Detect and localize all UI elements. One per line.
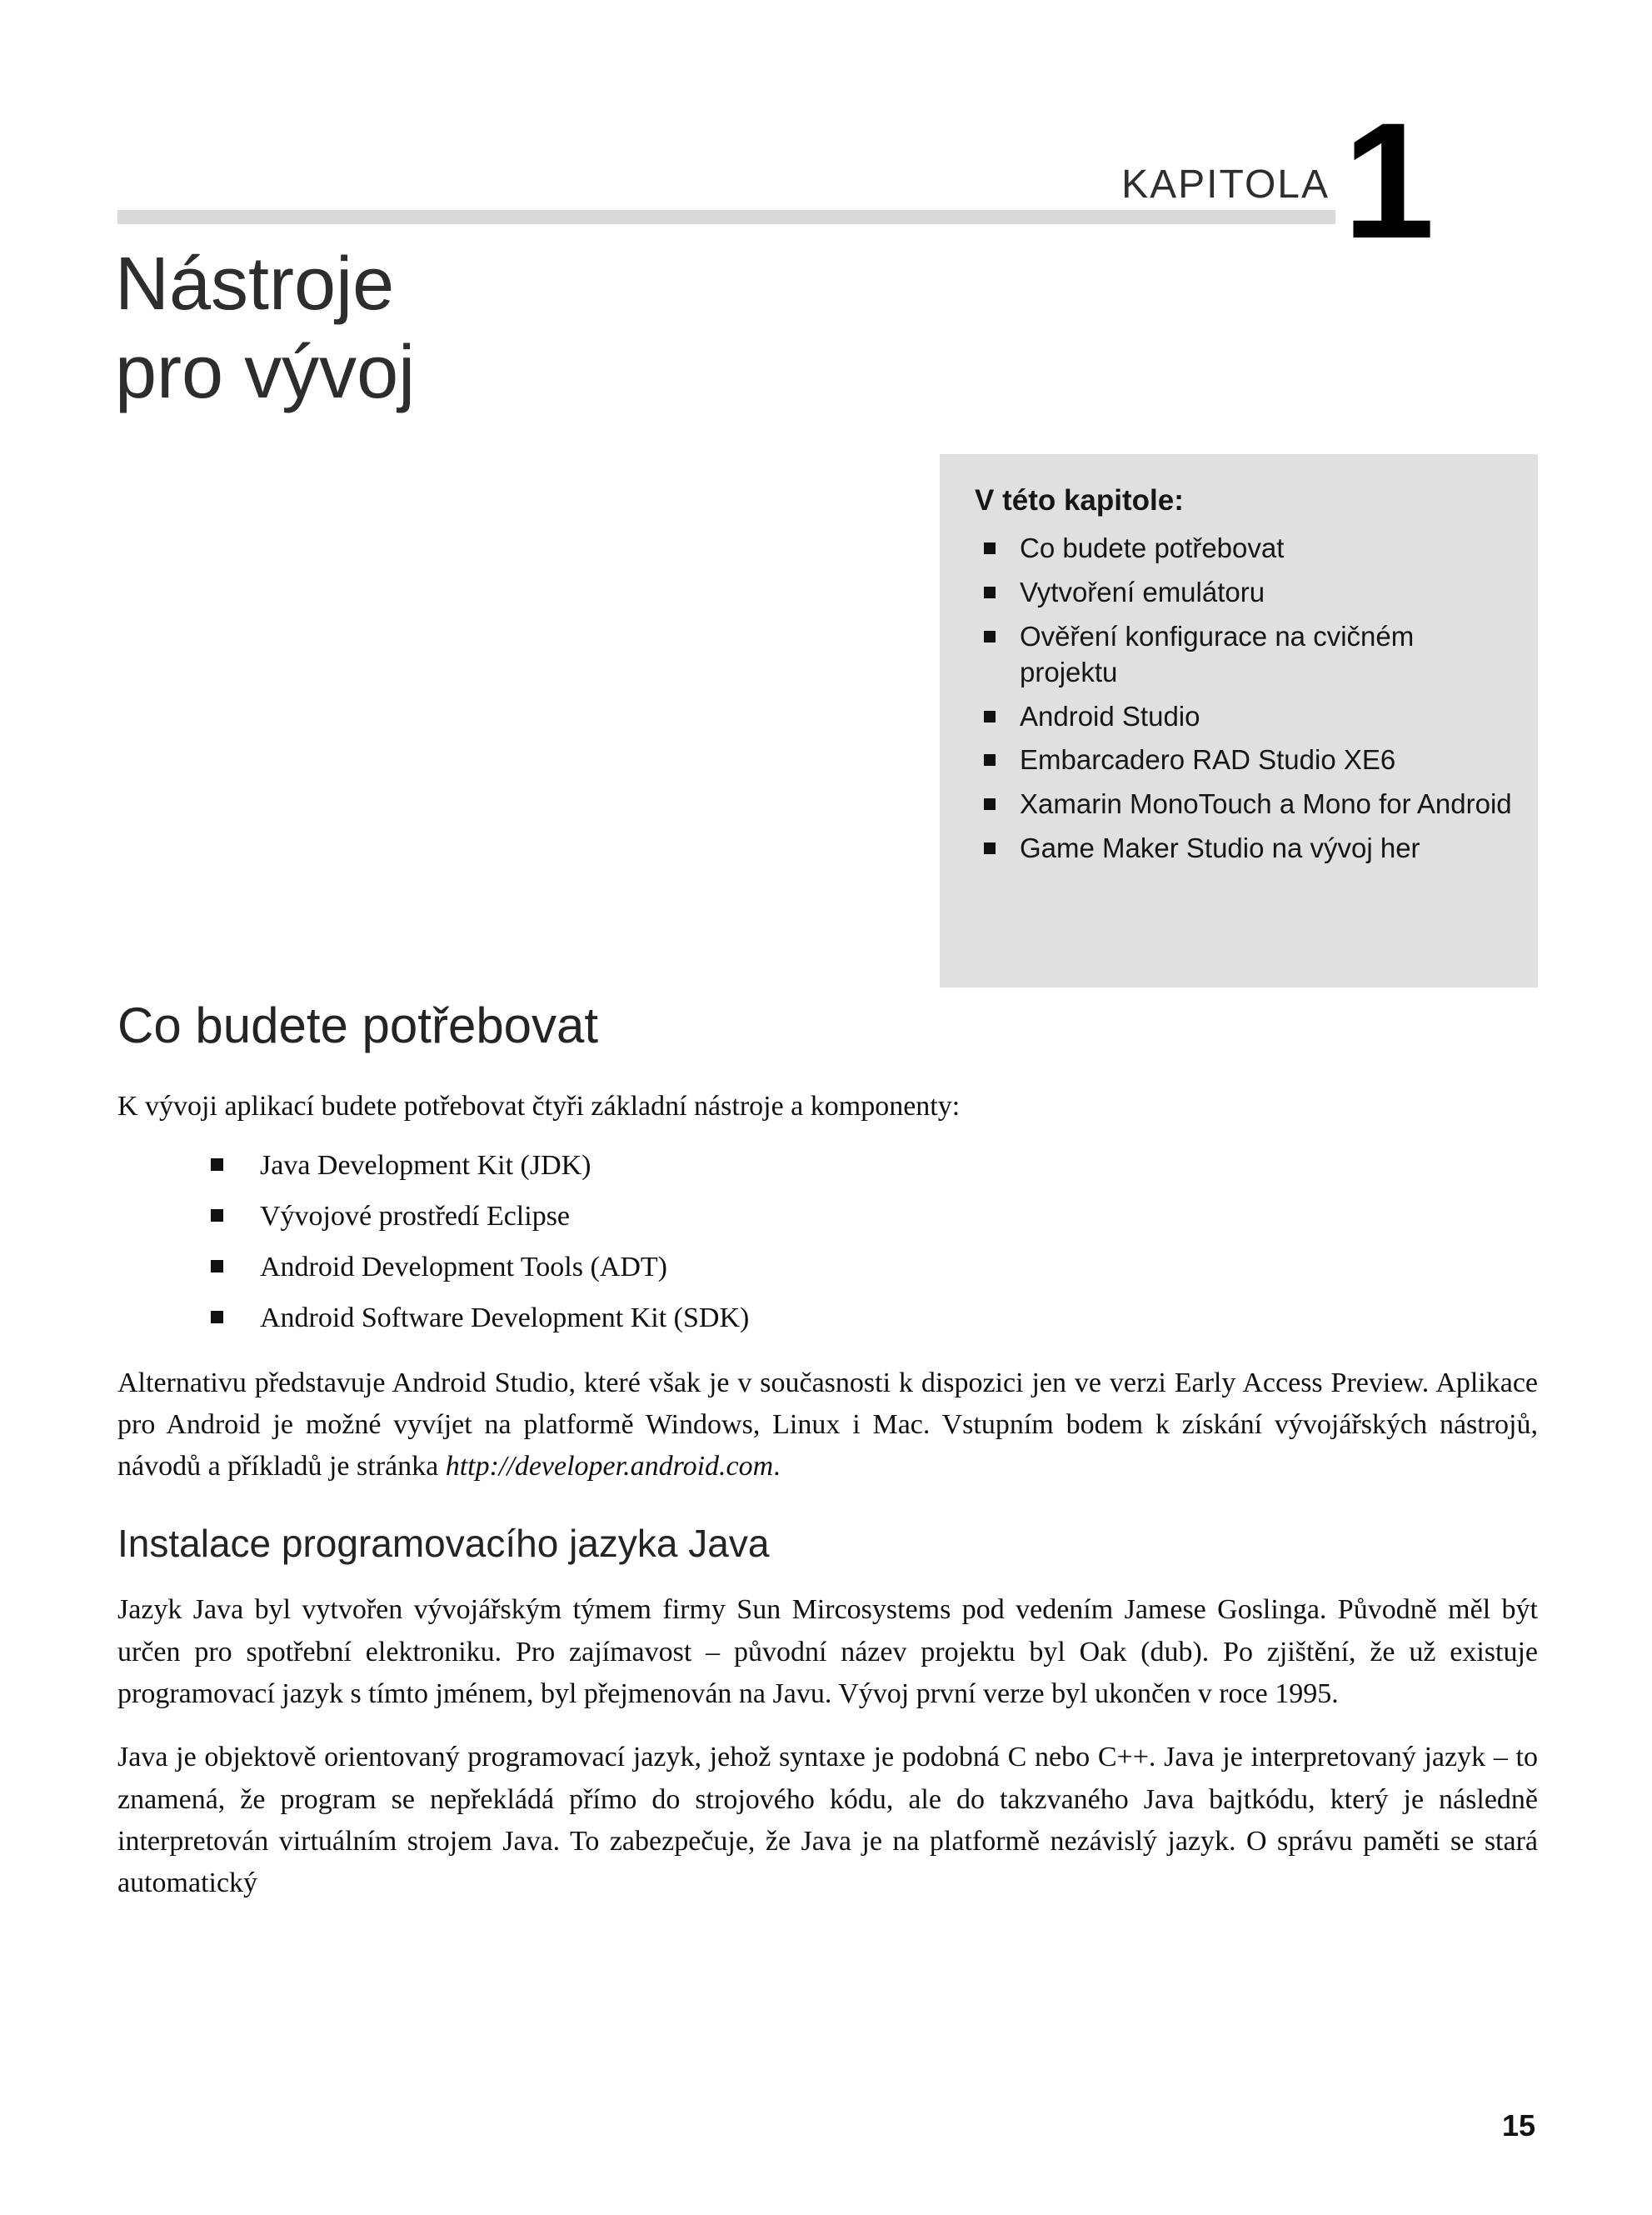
chapter-box-heading: V této kapitole:: [975, 484, 1184, 517]
java-history-paragraph: Jazyk Java byl vytvořen vývojářským týmem firmy Sun Mircosystems pod vedením Jamese Goslinga. Původně měl být určen pro spotřební elektroniku. Pro zajímavost – původní název projektu byl Oak (dub). Po zjištění, že už existuje programovací jazyk s tímto jménem, byl přejmenován na Javu. Vývoj první verze byl ukončen v roce 1995.: [117, 1594, 1538, 1710]
tools-list-item: [117, 1200, 1538, 1234]
square-bullet-icon: [984, 631, 996, 642]
page-title-line1: Nástroje: [115, 242, 395, 326]
chapter-box-item-label: Embarcadero RAD Studio XE6: [1020, 744, 1396, 776]
chapter-box-item: [975, 531, 1515, 567]
developer-url-text: http://developer.android.com: [445, 1451, 774, 1482]
chapter-box-item-label: Xamarin MonoTouch a Mono for Android: [1020, 788, 1512, 820]
square-bullet-icon: [211, 1158, 223, 1171]
chapter-box-item: [975, 619, 1515, 691]
subsection-heading-instalace-java: Instalace programovacího jazyka Java: [117, 1522, 770, 1566]
page-number: 15: [1501, 2108, 1535, 2142]
tools-list: [117, 1149, 1538, 1335]
tools-list-item-label: Android Development Tools (ADT): [260, 1251, 667, 1282]
tools-list-item-label: Android Software Development Kit (SDK): [260, 1302, 750, 1333]
chapter-box-item: [975, 575, 1515, 611]
square-bullet-icon: [984, 542, 996, 554]
tools-list-item: [117, 1251, 1538, 1285]
tools-list-item-label: Vývojové prostředí Eclipse: [260, 1201, 571, 1232]
chapter-rule: [117, 210, 1335, 224]
chapter-box-item-label: Ověření konfigurace na cvičném projektu: [1020, 620, 1415, 688]
page-title: [115, 240, 415, 417]
alternative-paragraph-text: Alternativu představuje Android Studio, které však je v současnosti k dispozici jen ve verzi Early Access Preview. Aplikace pro Android je možné vyvíjet na platformě Windows, Linux i Mac. Vstupním bodem k získání vývojářských nástrojů, návodů a příkladů je stránka: [117, 1367, 1538, 1482]
main-content: [117, 997, 1538, 1927]
java-description-paragraph: Java je objektově orientovaný programovací jazyk, jehož syntaxe je podobná C nebo C++. Java je interpretovaný jazyk – to znamená, že program se nepřekládá přímo do strojového kódu, ale do takzvaného Java bajtkódu, který je následně interpretován virtuálním strojem Java. To zabezpečuje, že Java je na platformě nezávislý jazyk. O správu paměti se stará automatický: [117, 1742, 1538, 1899]
square-bullet-icon: [211, 1311, 223, 1323]
page-title-line2: pro vývoj: [115, 331, 416, 415]
chapter-box-item: [975, 699, 1515, 735]
chapter-box-item: [975, 831, 1515, 867]
square-bullet-icon: [211, 1260, 223, 1272]
chapter-box-item-label: Game Maker Studio na vývoj her: [1020, 832, 1420, 864]
square-bullet-icon: [984, 711, 996, 722]
chapter-box-item-label: Android Studio: [1020, 700, 1200, 732]
alternative-paragraph: [117, 1362, 1538, 1488]
chapter-box-item: [975, 742, 1515, 778]
square-bullet-icon: [211, 1209, 223, 1222]
sentence-period: .: [773, 1451, 781, 1482]
square-bullet-icon: [984, 842, 996, 854]
chapter-box-item-label: Vytvoření emulátoru: [1020, 576, 1265, 608]
section-heading-co-budete-potrebovat: Co budete potřebovat: [117, 998, 599, 1053]
in-this-chapter-box: [940, 454, 1538, 988]
chapter-box-item-label: Co budete potřebovat: [1020, 532, 1285, 563]
intro-paragraph: K vývoji aplikací budete potřebovat čtyři základní nástroje a komponenty:: [117, 1091, 961, 1122]
square-bullet-icon: [984, 754, 996, 766]
chapter-number: 1: [1343, 88, 1435, 272]
chapter-label: KAPITOLA: [1121, 162, 1330, 207]
tools-list-item-label: Java Development Kit (JDK): [260, 1150, 591, 1182]
tools-list-item: [117, 1302, 1538, 1336]
square-bullet-icon: [984, 587, 996, 598]
tools-list-item: [117, 1149, 1538, 1183]
square-bullet-icon: [984, 798, 996, 810]
chapter-box-item: [975, 787, 1515, 822]
